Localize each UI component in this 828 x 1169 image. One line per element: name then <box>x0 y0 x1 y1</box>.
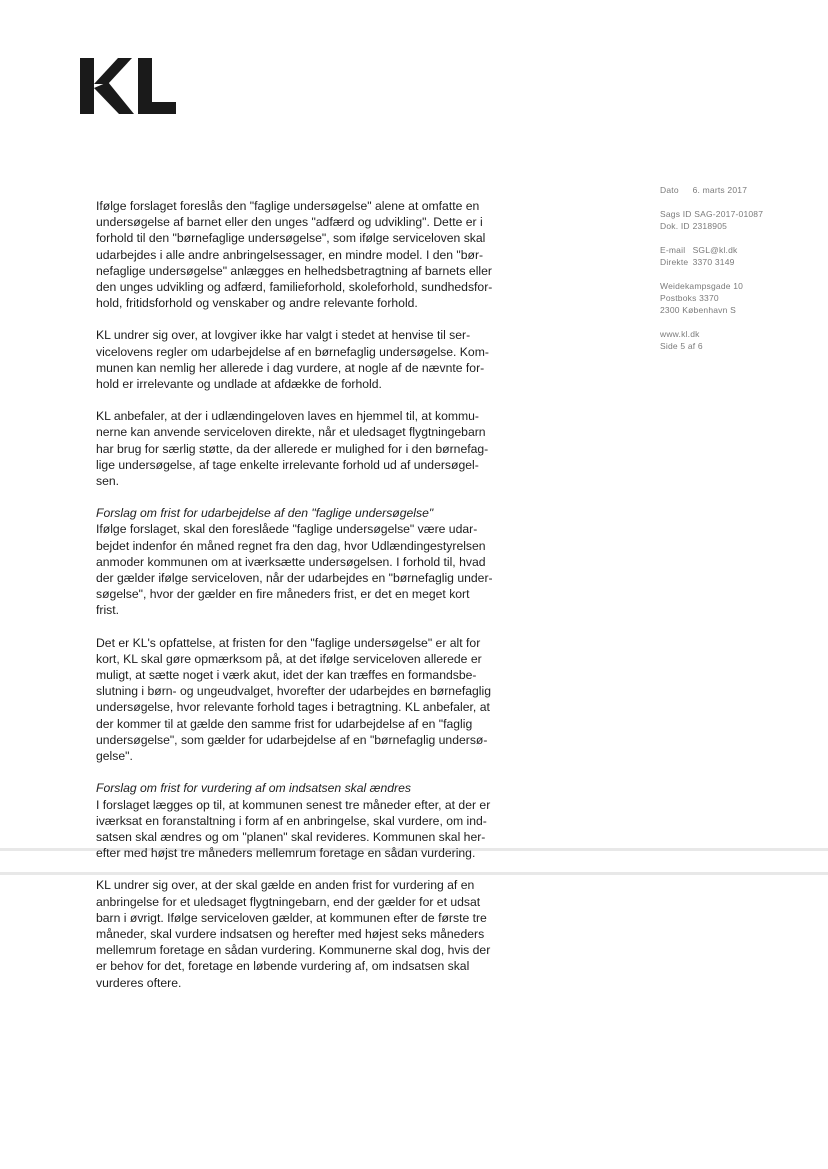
dok-id-value: 2318905 <box>692 221 728 231</box>
kl-logo <box>80 58 180 119</box>
email-label: E-mail <box>660 245 686 255</box>
paragraph <box>96 408 556 489</box>
text-line: nerne kan anvende serviceloven direkte, når et uledsaget flygtningebarn <box>96 425 486 440</box>
text-line: måneder, skal vurdere indsatsen og herefter med højest seks måneders <box>96 926 485 941</box>
text-line: forhold til den "børnefaglige undersøgelse", som ifølge serviceloven skal <box>96 231 486 246</box>
text-line: søgelse", hvor der gælder en fire måneders frist, er det en meget kort <box>96 587 470 602</box>
letter-body <box>96 198 556 1007</box>
text-line: satsen skal ændres og om "planen" skal revideres. Kommunen skal her- <box>96 829 486 844</box>
text-line: Ifølge forslaget, skal den foreslåede "faglige undersøgelse" være udar- <box>96 522 478 537</box>
phone-value: 3370 3149 <box>692 257 735 267</box>
text-line: bejdet indenfor én måned regnet fra den dag, hvor Udlændingestyrelsen <box>96 538 486 553</box>
date-row <box>660 184 820 196</box>
page-number: Side 5 af 6 <box>660 341 703 351</box>
text-line: I forslaget lægges op til, at kommunen senest tre måneder efter, at der er <box>96 797 491 812</box>
text-line: undersøgelse af barnet eller den unges "adfærd og udvikling". Dette er i <box>96 215 483 230</box>
kl-logo-mark <box>80 58 180 114</box>
text-line: gelse". <box>96 749 133 764</box>
date-value: 6. marts 2017 <box>692 185 748 195</box>
address-block <box>660 280 820 316</box>
paragraph <box>96 877 556 990</box>
paragraph <box>96 635 556 765</box>
text-line: hold er irrelevante og undlade at afdække de forhold. <box>96 377 382 392</box>
text-line: sen. <box>96 474 120 489</box>
metadata-sidebar <box>660 184 820 364</box>
paragraph <box>96 780 556 861</box>
paragraph <box>96 198 556 311</box>
paragraph <box>96 505 556 618</box>
text-line: frist. <box>96 603 120 618</box>
text-line: har brug for særlig støtte, da der allerede er mulighed for i den børnefag- <box>96 441 489 456</box>
sags-id-label: Sags ID <box>660 209 692 219</box>
section-heading: Forslag om frist for vurdering af om indsatsen skal ændres <box>96 781 411 796</box>
address-city: 2300 København S <box>660 305 736 315</box>
text-line: der gælder ifølge serviceloven, når der udarbejdes en "børnefaglig under- <box>96 571 493 586</box>
text-line: iværksat en foranstaltning i form af en anbringelse, skal vurdere, om ind- <box>96 813 487 828</box>
sags-id-value: SAG-2017-01087 <box>694 209 764 219</box>
text-line: slutning i børn- og ungeudvalget, hvorefter der udarbejdes en børnefaglig <box>96 684 491 699</box>
sags-id-row <box>660 208 820 220</box>
section-heading: Forslag om frist for udarbejdelse af den "faglige undersøgelse" <box>96 506 434 521</box>
address-street: Weidekampsgade 10 <box>660 281 744 291</box>
text-line: udarbejdes i alle andre anbringelsessager, en mindre model. I den "bør- <box>96 247 484 262</box>
text-line: anmoder kommunen om at iværksætte undersøgelsen. I forhold til, hvad <box>96 554 486 569</box>
text-line: Det er KL's opfattelse, at fristen for den "faglige undersøgelse" er alt for <box>96 635 481 650</box>
text-line: muligt, at sætte noget i værk akut, idet der kan træffes en formandsbe- <box>96 668 477 683</box>
text-line: hold, fritidsforhold og venskaber og andre relevante forhold. <box>96 296 418 311</box>
text-line: der kommer til at gælde den samme frist for udarbejdelse af en "faglig <box>96 716 473 731</box>
text-line: mellemrum foretage en sådan vurdering. Kommunerne skal dog, hvis der <box>96 943 491 958</box>
paragraph <box>96 327 556 392</box>
text-line: undersøgelse", som gælder for udarbejdelse af en "børnefaglig undersø- <box>96 732 488 747</box>
text-line: anbringelse for et uledsaget flygtningebarn, end der gælder for et udsat <box>96 894 481 909</box>
text-line: KL undrer sig over, at lovgiver ikke har valgt i stedet at henvise til ser- <box>96 328 471 343</box>
text-line: lige undersøgelse, af tage enkelte irrelevante forhold ud af undersøgel- <box>96 457 479 472</box>
phone-row <box>660 256 820 268</box>
address-postbox: Postboks 3370 <box>660 293 719 303</box>
text-line: er behov for det, foretage en løbende vurdering af, om indsatsen skal <box>96 959 470 974</box>
text-line: den unges udvikling og adfærd, familieforhold, skoleforhold, sundhedsfor- <box>96 280 493 295</box>
text-line: kort, KL skal gøre opmærksom på, at det ifølge serviceloven allerede er <box>96 651 482 666</box>
date-label: Dato <box>660 185 679 195</box>
text-line: efter med højst tre måneders mellemrum foretage en sådan vurdering. <box>96 846 476 861</box>
dok-id-row <box>660 220 820 232</box>
text-line: vurderes oftere. <box>96 975 182 990</box>
website: www.kl.dk <box>660 329 700 339</box>
text-line: Ifølge forslaget foreslås den "faglige undersøgelse" alene at omfatte en <box>96 199 480 213</box>
dok-id-label: Dok. ID <box>660 221 690 231</box>
email-value: SGL@kl.dk <box>692 245 738 255</box>
text-line: vicelovens regler om udarbejdelse af en børnefaglig undersøgelse. Kom- <box>96 344 489 359</box>
phone-label: Direkte <box>660 257 689 267</box>
text-line: undersøgelse, hvor relevante forhold tages i betragtning. KL anbefaler, at <box>96 700 490 715</box>
text-line: munen kan nemlig her allerede i dag vurdere, at nogle af de nævnte for- <box>96 360 485 375</box>
text-line: KL anbefaler, at der i udlændingeloven laves en hjemmel til, at kommu- <box>96 409 479 424</box>
email-row <box>660 244 820 256</box>
text-line: nefaglige undersøgelse" anlægges en helhedsbetragtning af barnets eller <box>96 263 492 278</box>
text-line: barn i øvrigt. Ifølge serviceloven gælder, at kommunen efter de første tre <box>96 910 487 925</box>
text-line: KL undrer sig over, at der skal gælde en anden frist for vurdering af en <box>96 878 475 893</box>
